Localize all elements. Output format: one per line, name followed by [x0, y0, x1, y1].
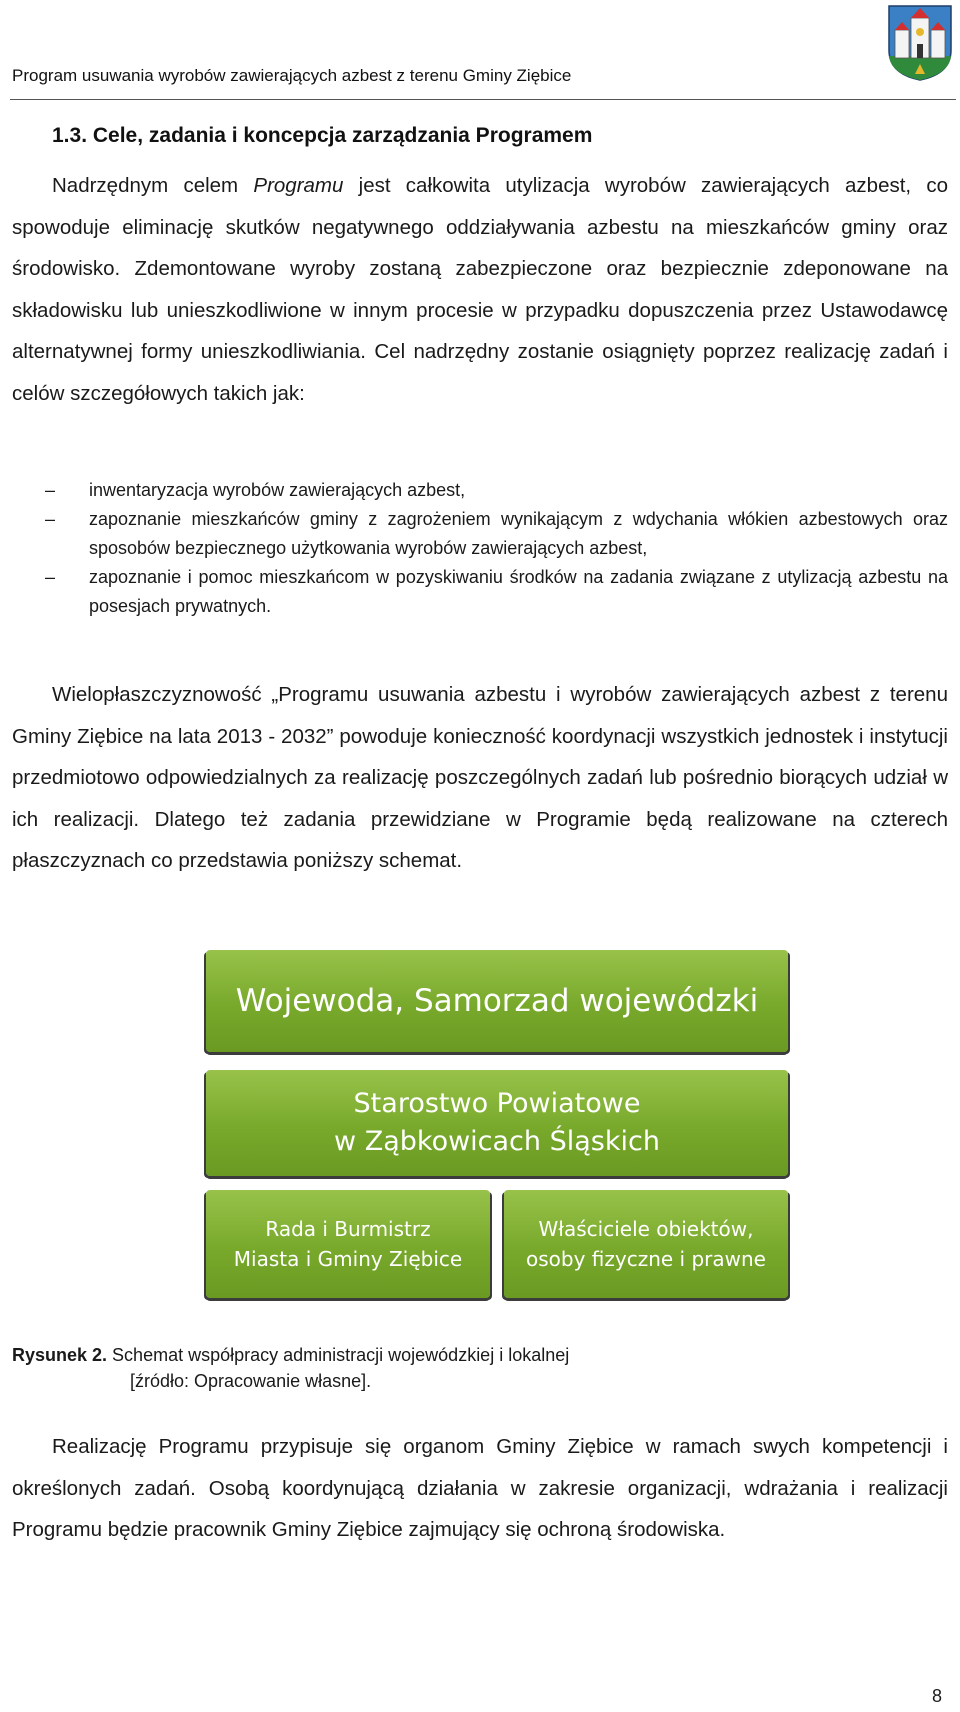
- bullet-dash: –: [45, 480, 56, 500]
- section-heading: 1.3. Cele, zadania i koncepcja zarządzania Programem: [52, 124, 593, 147]
- figure-caption-label: Rysunek 2.: [12, 1345, 108, 1365]
- page-number: 8: [932, 1686, 943, 1706]
- diagram-box-owners-line1: Właściciele obiektów,: [538, 1217, 754, 1241]
- paragraph-goals: [12, 165, 948, 414]
- list-item-text: inwentaryzacja wyrobów zawierających azbest,: [89, 480, 466, 500]
- paragraph-coordination-text: Wielopłaszczyznowość „Programu usuwania azbestu i wyrobów zawierających azbest z terenu Gminy Ziębice na lata 2013 - 2032” powoduje konieczność koordynacji wszystkich jednostek i instytucji przedmiotowo odpowiedzialnych za realizację poszczególnych zadań lub pośrednio biorących udział w ich realizacji. Dlatego też zadania przewidziane w Programie będą realizowane na czterech płaszczyznach co przedstawia poniższy schemat.: [12, 683, 948, 872]
- list-item: [12, 563, 948, 621]
- bullet-dash: –: [45, 509, 56, 529]
- list-item-text: zapoznanie mieszkańców gminy z zagrożeniem wynikającym z wdychania włókien azbestowych oraz sposobów bezpiecznego użytkowania wyrobów zawierających azbest,: [89, 509, 948, 558]
- paragraph-responsibility: [12, 1426, 948, 1551]
- diagram-box-owners-line2: osoby fizyczne i prawne: [526, 1247, 766, 1271]
- list-item: [12, 505, 948, 563]
- paragraph-responsibility-text: Realizację Programu przypisuje się organom Gminy Ziębice w ramach swych kompetencji i określonych zadań. Osobą koordynującą działania w zakresie organizacji, wdrażania i realizacji Programu będzie pracownik Gminy Ziębice zajmujący się ochroną środowiska.: [12, 1435, 948, 1541]
- diagram-box-council: [206, 1190, 490, 1298]
- list-item: [12, 476, 948, 505]
- paragraph-goals-emphasis: Programu: [253, 174, 344, 197]
- diagram-box-county: [206, 1070, 788, 1176]
- header-title: Program usuwania wyrobów zawierających azbest z terenu Gminy Ziębice: [12, 66, 572, 85]
- coat-of-arms-icon: [887, 4, 953, 82]
- diagram-box-voivode-label: Wojewoda, Samorzad wojewódzki: [235, 983, 759, 1019]
- bullet-dash: –: [45, 567, 56, 587]
- list-item-text: zapoznanie i pomoc mieszkańcom w pozyskiwaniu środków na zadania związane z utylizacją azbestu na posesjach prywatnych.: [89, 567, 948, 616]
- figure-caption: [12, 1342, 569, 1394]
- diagram-box-council-line2: Miasta i Gminy Ziębice: [233, 1247, 463, 1271]
- cooperation-diagram: [200, 950, 794, 1310]
- paragraph-goals-start: Nadrzędnym celem: [52, 174, 254, 197]
- goals-list: [12, 476, 948, 621]
- figure-caption-source: [źródło: Opracowanie własne].: [130, 1371, 372, 1391]
- diagram-box-county-line2: w Ząbkowicach Śląskich: [334, 1126, 660, 1157]
- paragraph-goals-rest: jest całkowita utylizacja wyrobów zawierających azbest, co spowoduje eliminację skutków negatywnego oddziaływania azbestu na mieszkańców gminy oraz środowisko. Zdemontowane wyroby zostaną zabezpieczone oraz bezpiecznie zdeponowane na składowisku lub unieszkodliwione w innym procesie w przypadku dopuszczenia przez Ustawodawcę alternatywnej formy unieszkodliwiania. Cel nadrzędny zostanie osiągnięty poprzez realizację zadań i celów szczegółowych takich jak:: [12, 174, 948, 405]
- figure-caption-text: Schemat współpracy administracji wojewódzkiej i lokalnej: [107, 1345, 570, 1365]
- diagram-box-owners: [504, 1190, 788, 1298]
- diagram-box-county-line1: Starostwo Powiatowe: [353, 1088, 641, 1119]
- diagram-box-voivode: [206, 950, 788, 1052]
- diagram-box-council-line1: Rada i Burmistrz: [265, 1217, 431, 1241]
- paragraph-coordination: [12, 674, 948, 882]
- header-divider: [10, 99, 956, 100]
